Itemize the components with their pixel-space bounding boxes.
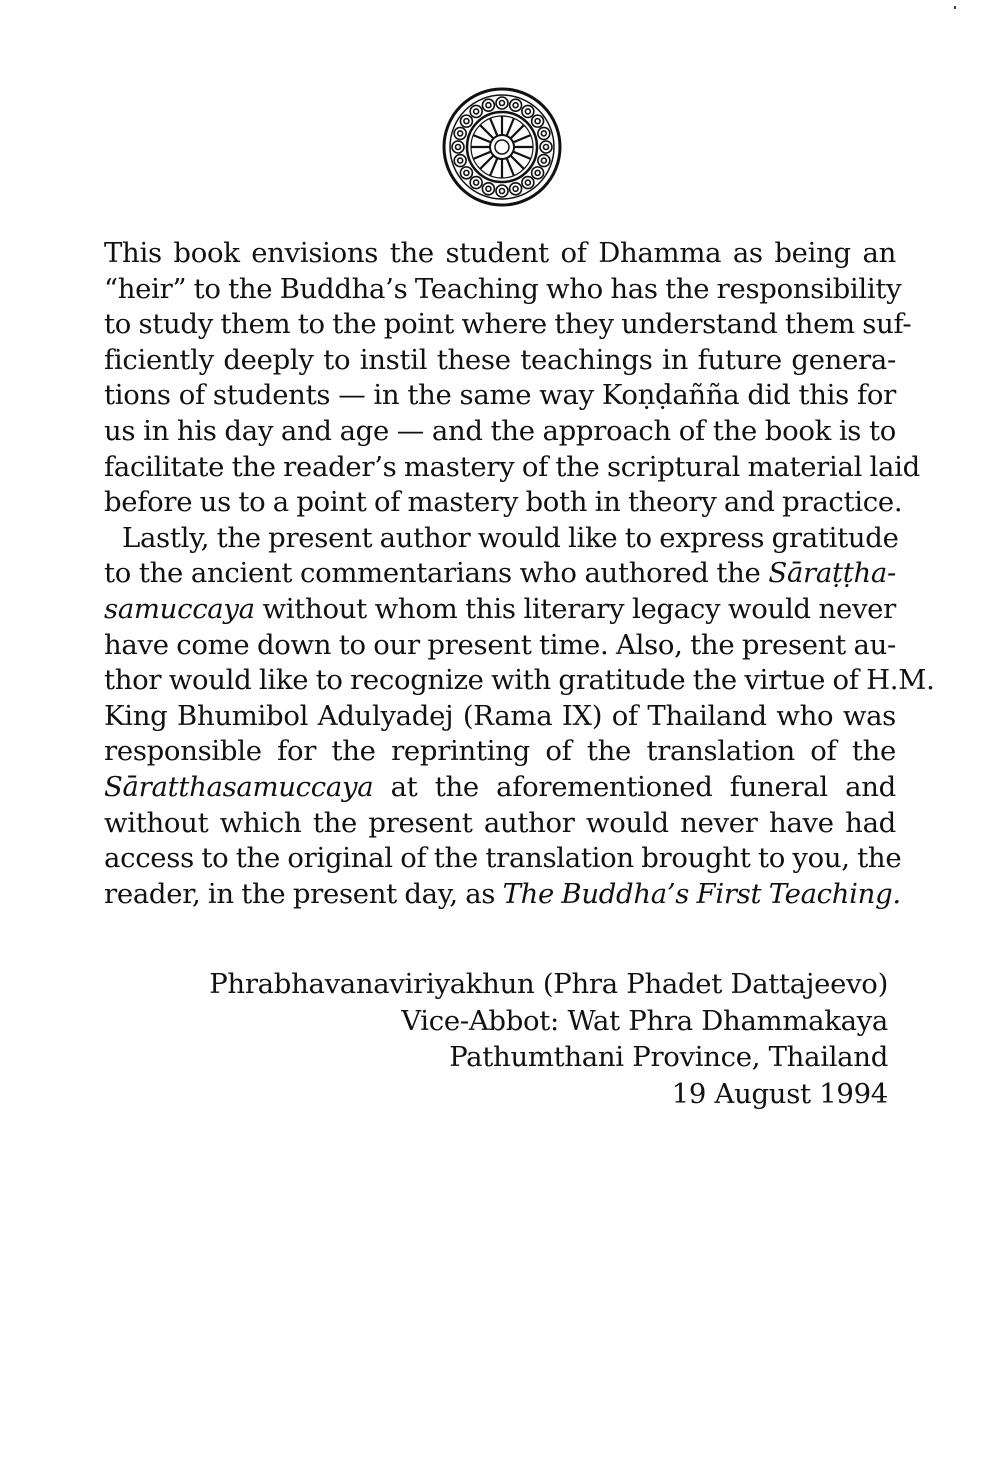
text-run: without whom this literary legacy would never <box>254 592 896 625</box>
text-line <box>104 556 896 592</box>
border-scroll-core <box>535 170 540 175</box>
author-location: Pathumthani Province, Thailand <box>449 1041 888 1073</box>
border-scroll-core <box>544 145 549 150</box>
text-line: tions of students — in the same way Koṇḍañña did this for <box>104 379 896 412</box>
text-line: Lastly, the present author would like to express gratitude <box>122 521 899 554</box>
author-title: Vice-Abbot: Wat Phra Dhammakaya <box>401 1004 888 1037</box>
text-line: us in his day and age — and the approach of the book is to <box>104 414 896 447</box>
text-line: before us to a point of mastery both in theory and practice. <box>104 486 903 519</box>
text-line <box>104 592 896 628</box>
border-scroll-core <box>525 180 530 185</box>
border-scroll <box>470 105 482 117</box>
border-scroll-core <box>486 186 491 191</box>
text-line: thor would like to recognize with gratitude the virtue of H.M. <box>104 664 935 697</box>
body-paragraphs <box>104 236 935 912</box>
text-line: access to the original of the translation brought to you, the <box>104 842 902 875</box>
border-scroll <box>538 155 550 167</box>
border-scroll <box>532 167 544 179</box>
border-scroll-core <box>456 145 461 150</box>
text-line: “heir” to the Buddha’s Teaching who has the responsibility <box>104 272 902 305</box>
text-line: have come down to our present time. Also, the present au- <box>104 628 896 661</box>
border-scroll <box>470 177 482 189</box>
border-scroll-core <box>500 189 505 194</box>
signature-date: 19 August 1994 <box>671 1077 888 1110</box>
border-scroll <box>496 97 508 109</box>
border-scroll <box>532 115 544 127</box>
border-scroll-core <box>474 180 479 185</box>
text-line <box>104 877 901 913</box>
dhamma-wheel-icon <box>441 86 563 208</box>
text-line <box>104 770 896 806</box>
border-scroll <box>540 141 552 153</box>
text-line: This book envisions the student of Dhamma as being an <box>104 237 896 269</box>
author-name: Phrabhavanaviriyakhun (Phra Phadet Dattajeevo) <box>209 968 888 1000</box>
border-scroll-core <box>458 131 463 136</box>
signature-block <box>104 966 888 1112</box>
text-line: responsible for the reprinting of the translation of the <box>104 735 896 768</box>
border-scroll <box>510 99 522 111</box>
border-scroll <box>460 167 472 179</box>
scan-speck <box>954 6 956 9</box>
border-scroll <box>522 105 534 117</box>
border-scroll-core <box>513 103 518 108</box>
border-scroll-core <box>541 131 546 136</box>
text-line: without which the present author would never have had <box>104 806 896 839</box>
book-title-italic: samuccaya <box>104 592 255 625</box>
border-scroll-core <box>541 158 546 163</box>
border-scroll <box>454 155 466 167</box>
text-line: to study them to the point where they understand them suf- <box>104 308 912 341</box>
text-run: at the aforementioned funeral and <box>373 770 896 803</box>
book-title-italic: The Buddha’s First Teaching. <box>502 877 901 910</box>
border-scroll-core <box>474 109 479 114</box>
border-scroll <box>482 183 494 195</box>
text-line: King Bhumibol Adulyadej (Rama IX) of Thailand who was <box>104 699 896 732</box>
border-scroll-core <box>464 170 469 175</box>
border-scroll <box>538 127 550 139</box>
border-scroll-core <box>535 119 540 124</box>
book-title-italic: Sāraṭṭha- <box>768 557 896 590</box>
border-scroll <box>452 141 464 153</box>
border-scroll-core <box>464 119 469 124</box>
border-scroll <box>522 177 534 189</box>
book-title-italic: Sāratthasamuccaya <box>104 770 374 803</box>
border-scroll-core <box>513 186 518 191</box>
text-run: reader, in the present day, as <box>104 877 503 910</box>
border-scroll <box>496 185 508 197</box>
text-run: to the ancient commentarians who authored the <box>104 557 761 590</box>
text-line: facilitate the reader’s mastery of the scriptural material laid <box>104 450 920 483</box>
border-scroll-core <box>525 109 530 114</box>
border-scroll-core <box>500 101 505 106</box>
border-scroll <box>460 115 472 127</box>
border-scroll <box>454 127 466 139</box>
border-scroll <box>510 183 522 195</box>
border-scroll <box>482 99 494 111</box>
border-scroll-core <box>458 158 463 163</box>
text-line: ficiently deeply to instil these teachings in future genera- <box>104 343 896 376</box>
border-scroll-core <box>486 103 491 108</box>
